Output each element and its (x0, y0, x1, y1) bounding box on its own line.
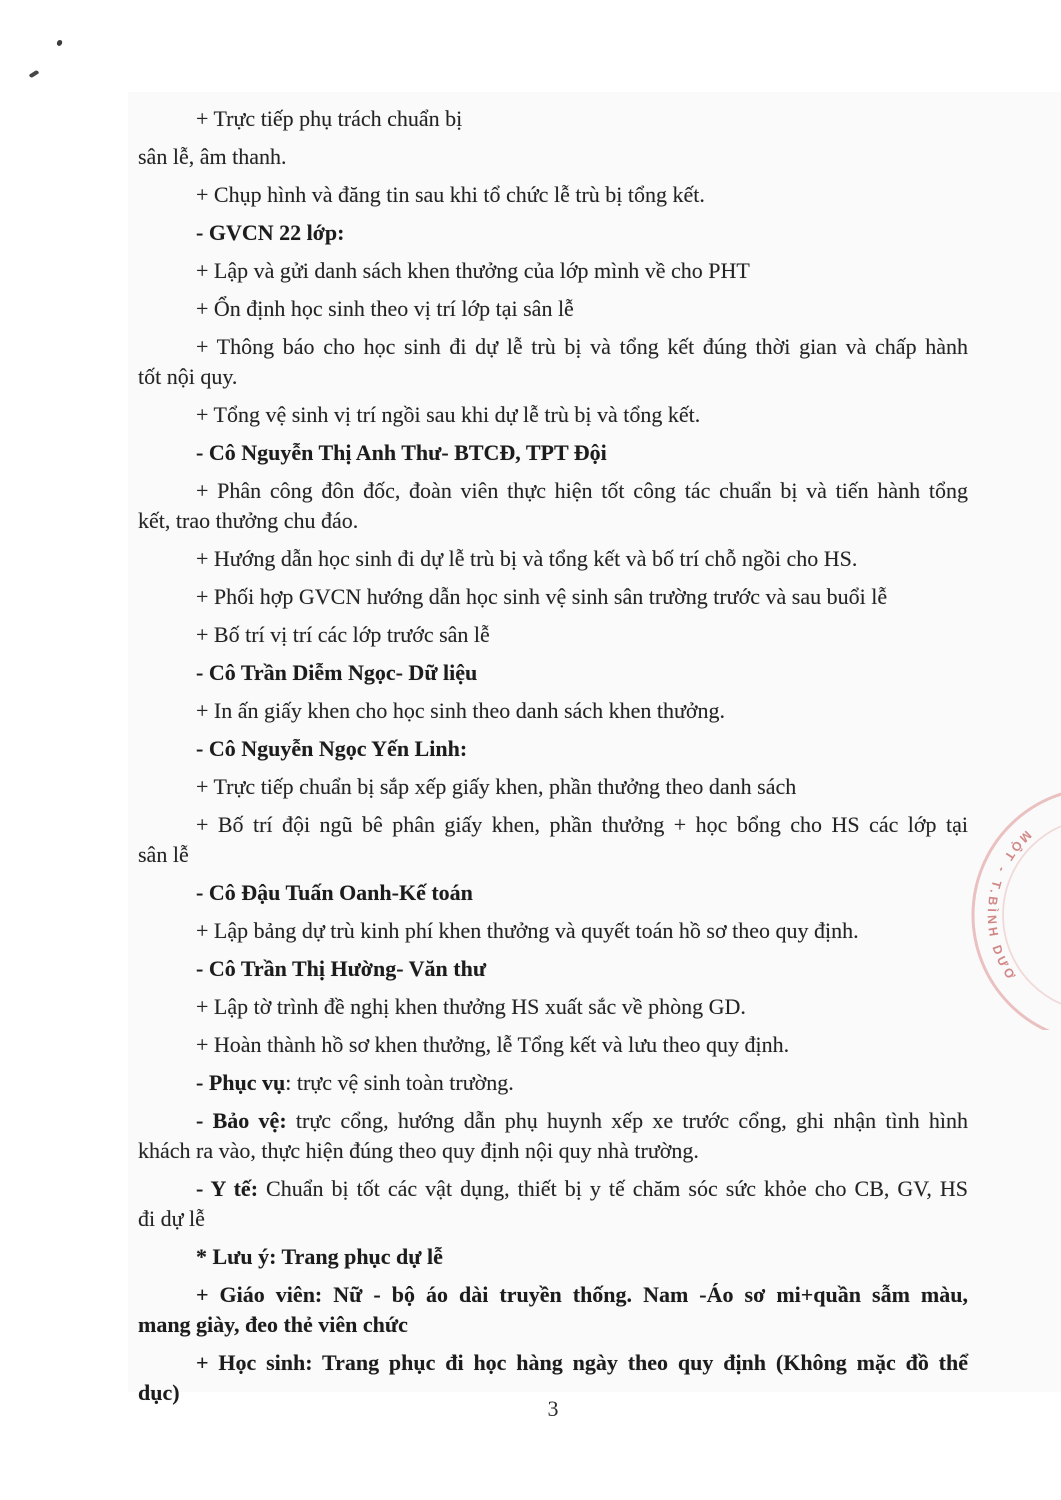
text-segment: + Lập và gửi danh sách khen thưởng của lớp mình về cho PHT (196, 258, 750, 283)
text-segment: + Tổng vệ sinh vị trí ngồi sau khi dự lễ trù bị và tổng kết. (196, 402, 701, 427)
text-line (138, 506, 968, 536)
bold-text-segment: - Cô Đậu Tuấn Oanh-Kế toán (196, 880, 473, 905)
text-segment: trực cổng, hướng dẫn phụ huynh xếp xe trước cổng, ghi nhận tình hình (286, 1108, 969, 1133)
text-segment: + Bố trí vị trí các lớp trước sân lễ (196, 622, 490, 647)
text-line (138, 218, 968, 248)
paragraph (138, 582, 968, 612)
document-body (138, 104, 968, 1416)
text-segment: sân lễ (138, 842, 189, 867)
bold-text-segment: - Cô Trần Diễm Ngọc- Dữ liệu (196, 660, 478, 685)
paragraph (138, 772, 968, 802)
bold-text-segment: mang giày, đeo thẻ viên chức (138, 1312, 408, 1337)
text-segment: + In ấn giấy khen cho học sinh theo danh sách khen thưởng. (196, 698, 726, 723)
text-segment: khách ra vào, thực hiện đúng theo quy định nội quy nhà trường. (138, 1138, 699, 1163)
bold-text-segment: - Cô Trần Thị Hường- Văn thư (196, 956, 487, 981)
paragraph (138, 332, 968, 392)
bold-text-segment: - Bảo vệ: (196, 1108, 287, 1133)
paragraph (138, 400, 968, 430)
text-line (138, 142, 968, 172)
scan-speck (29, 70, 40, 79)
text-line (138, 992, 968, 1022)
text-line (138, 362, 968, 392)
paragraph (138, 658, 968, 688)
bold-text-segment: - Phục vụ (196, 1070, 286, 1095)
paragraph (138, 1174, 968, 1234)
text-line (138, 582, 968, 612)
text-segment: + Hoàn thành hồ sơ khen thưởng, lễ Tổng kết và lưu theo quy định. (196, 1032, 790, 1057)
text-line (138, 180, 968, 210)
text-line (138, 1204, 968, 1234)
text-line (138, 476, 968, 506)
text-line (138, 400, 968, 430)
text-line (138, 734, 968, 764)
paragraph (138, 218, 968, 248)
paragraph (138, 734, 968, 764)
paragraph (138, 878, 968, 908)
stamp-ring-outer (973, 788, 1061, 1030)
text-segment: + Hướng dẫn học sinh đi dự lễ trù bị và tổng kết và bố trí chỗ ngồi cho HS. (196, 546, 858, 571)
paragraph (138, 476, 968, 536)
text-segment: + Trực tiếp chuẩn bị sắp xếp giấy khen, phần thưởng theo danh sách (196, 774, 797, 799)
text-line (138, 658, 968, 688)
bold-text-segment: - Y tế: (196, 1176, 259, 1201)
text-segment: tốt nội quy. (138, 364, 238, 389)
paragraph (138, 1030, 968, 1060)
text-segment: kết, trao thưởng chu đáo. (138, 508, 359, 533)
text-line (138, 1310, 968, 1340)
text-segment: + Ổn định học sinh theo vị trí lớp tại sân lễ (196, 296, 574, 321)
text-segment: + Chụp hình và đăng tin sau khi tổ chức lễ trù bị tổng kết. (196, 182, 705, 207)
paragraph (138, 438, 968, 468)
paragraph (138, 1106, 968, 1166)
bold-text-segment: dục) (138, 1380, 180, 1405)
paragraph (138, 1280, 968, 1340)
paragraph (138, 916, 968, 946)
text-line (138, 916, 968, 946)
text-segment: + Trực tiếp phụ trách chuẩn bị (196, 106, 463, 131)
paragraph (138, 104, 968, 134)
text-line (138, 772, 968, 802)
stamp-ring-inner (1003, 818, 1061, 1012)
text-line (138, 878, 968, 908)
bold-text-segment: + Giáo viên: Nữ - bộ áo dài truyền thống. Nam -Áo sơ mi+quần sẫm màu, (196, 1282, 968, 1307)
text-line (138, 1068, 968, 1098)
text-segment: + Phối hợp GVCN hướng dẫn học sinh vệ sinh sân trường trước và sau buổi lễ (196, 584, 888, 609)
text-line (138, 840, 968, 870)
bold-text-segment: + Học sinh: Trang phục đi học hàng ngày theo quy định (Không mặc đồ thể (196, 1350, 968, 1375)
bold-text-segment: * Lưu ý: Trang phục dự lễ (196, 1244, 443, 1269)
text-segment: Chuẩn bị tốt các vật dụng, thiết bị y tế chăm sóc sức khỏe cho CB, GV, HS (258, 1176, 968, 1201)
bold-text-segment: - Cô Nguyễn Ngọc Yến Linh: (196, 736, 468, 761)
paragraph (138, 544, 968, 574)
text-line (138, 954, 968, 984)
text-segment: sân lễ, âm thanh. (138, 144, 287, 169)
paragraph (138, 954, 968, 984)
page-number: 3 (547, 1396, 559, 1421)
paragraph (138, 620, 968, 650)
scan-speck (56, 39, 63, 46)
paragraph (138, 810, 968, 870)
paragraph (138, 1242, 968, 1272)
text-segment: + Bố trí đội ngũ bê phân giấy khen, phần thưởng + học bổng cho HS các lớp tại (196, 812, 968, 837)
text-line (138, 332, 968, 362)
text-line (138, 1030, 968, 1060)
paragraph (138, 294, 968, 324)
text-line (138, 1280, 968, 1310)
stamp-arc-text: MỘT - T.BÌNH DƯƠ (984, 827, 1035, 985)
bold-text-segment: - GVCN 22 lớp: (196, 220, 345, 245)
bold-text-segment: - Cô Nguyễn Thị Anh Thư- BTCĐ, TPT Đội (196, 440, 607, 465)
paragraph (138, 180, 968, 210)
text-line (138, 1174, 968, 1204)
text-line (138, 104, 968, 134)
paragraph (138, 256, 968, 286)
paragraph (138, 992, 968, 1022)
text-line (138, 1242, 968, 1272)
text-line (138, 256, 968, 286)
paragraph (138, 1068, 968, 1098)
text-line (138, 294, 968, 324)
text-segment: + Thông báo cho học sinh đi dự lễ trù bị và tổng kết đúng thời gian và chấp hành (196, 334, 968, 359)
text-segment: + Lập tờ trình đề nghị khen thưởng HS xuất sắc về phòng GD. (196, 994, 746, 1019)
text-line (138, 1106, 968, 1136)
text-line (138, 1348, 968, 1378)
text-line (138, 620, 968, 650)
text-segment: đi dự lễ (138, 1206, 205, 1231)
text-segment: + Phân công đôn đốc, đoàn viên thực hiện tốt công tác chuẩn bị và tiến hành tổng (196, 478, 968, 503)
text-line (138, 544, 968, 574)
paragraph (138, 696, 968, 726)
paragraph (138, 142, 968, 172)
text-line (138, 696, 968, 726)
text-segment: : trực vệ sinh toàn trường. (285, 1070, 514, 1095)
text-segment: + Lập bảng dự trù kinh phí khen thưởng và quyết toán hồ sơ theo quy định. (196, 918, 859, 943)
text-line (138, 810, 968, 840)
text-line (138, 438, 968, 468)
text-line (138, 1136, 968, 1166)
